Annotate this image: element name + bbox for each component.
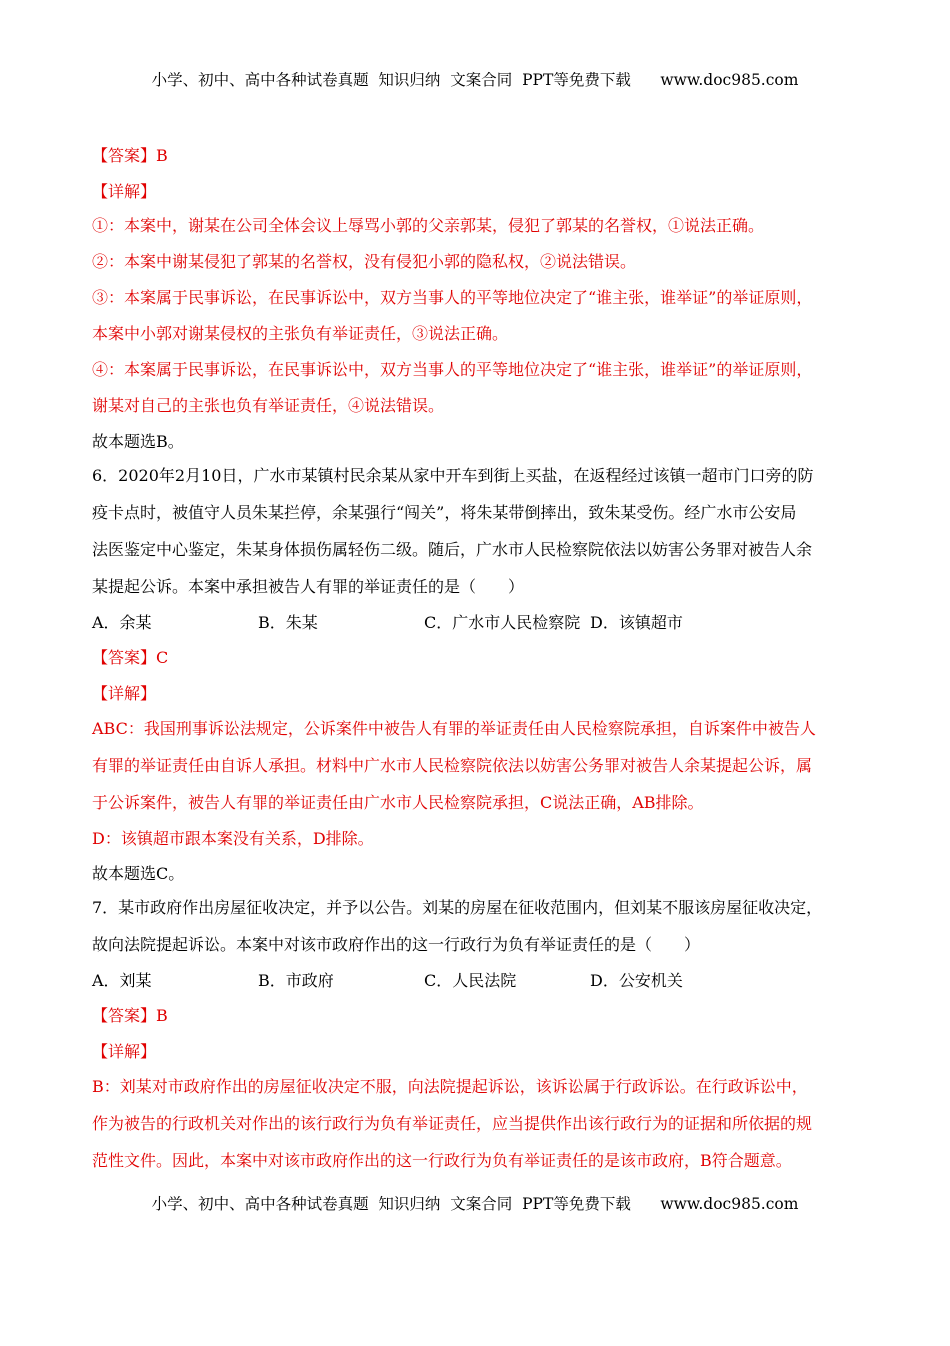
- q5-explanation-6: 谢某对自己的主张也负有举证责任，④说法错误。: [92, 396, 445, 415]
- q7-explanation-2: 作为被告的行政机关对作出的该行政行为负有举证责任，应当提供作出该行政行为的证据和所依据的规: [92, 1114, 813, 1133]
- q6-option-b: B．朱某: [258, 613, 318, 632]
- q7-answer: 【答案】B: [92, 1006, 168, 1025]
- q7-explanation-1: B：刘某对市政府作出的房屋征收决定不服，向法院提起诉讼，该诉讼属于行政诉讼。在行政诉讼中，: [92, 1077, 808, 1096]
- q5-explanation-5: ④：本案属于民事诉讼，在民事诉讼中，双方当事人的平等地位决定了“谁主张，谁举证”的举证原则，: [92, 360, 813, 379]
- q7-option-c: C．人民法院: [424, 971, 517, 990]
- q6-stem-4: 某提起公诉。本案中承担被告人有罪的举证责任的是（ ）: [92, 577, 525, 596]
- q5-answer: 【答案】B: [92, 146, 168, 165]
- q6-detail-label: 【详解】: [92, 684, 157, 703]
- q7-stem-1: 7．某市政府作出房屋征收决定，并予以公告。刘某的房屋在征收范围内，但刘某不服该房屋征收决定，: [92, 898, 823, 917]
- q5-detail-label: 【详解】: [92, 182, 157, 201]
- page-header: [0, 68, 950, 90]
- q5-explanation-1: ①：本案中，谢某在公司全体会议上辱骂小郭的父亲郭某，侵犯了郭某的名誉权，①说法正确。: [92, 216, 765, 235]
- header-url: www.doc985.com: [660, 71, 799, 89]
- q6-option-c: C．广水市人民检察院: [424, 613, 581, 632]
- q5-explanation-4: 本案中小郭对谢某侵权的主张负有举证责任，③说法正确。: [92, 324, 509, 343]
- q6-explanation-4: D：该镇超市跟本案没有关系，D排除。: [92, 829, 374, 848]
- q6-explanation-2: 有罪的举证责任由自诉人承担。材料中广水市人民检察院依法以妨害公务罪对被告人余某提起公诉，属: [92, 756, 813, 775]
- q6-stem-1: 6．2020年2月10日，广水市某镇村民余某从家中开车到街上买盐，在返程经过该镇一超市门口旁的防: [92, 466, 814, 485]
- q7-explanation-3: 范性文件。因此，本案中对该市政府作出的这一行政行为负有举证责任的是该市政府，B符合题意。: [92, 1151, 792, 1170]
- footer-text: 小学、初中、高中各种试卷真题 知识归纳 文案合同 PPT等免费下载: [151, 1195, 631, 1213]
- q7-option-b: B．市政府: [258, 971, 334, 990]
- q5-explanation-3: ③：本案属于民事诉讼，在民事诉讼中，双方当事人的平等地位决定了“谁主张，谁举证”的举证原则，: [92, 288, 813, 307]
- header-text: 小学、初中、高中各种试卷真题 知识归纳 文案合同 PPT等免费下载: [151, 71, 631, 89]
- q6-option-a: A．余某: [92, 613, 152, 632]
- q6-option-d: D．该镇超市: [590, 613, 683, 632]
- q7-detail-label: 【详解】: [92, 1042, 157, 1061]
- footer-url: www.doc985.com: [660, 1195, 799, 1213]
- q7-stem-2: 故向法院提起诉讼。本案中对该市政府作出的这一行政行为负有举证责任的是（ ）: [92, 935, 701, 954]
- q6-stem-3: 法医鉴定中心鉴定，朱某身体损伤属轻伤二级。随后，广水市人民检察院依法以妨害公务罪对被告人余: [92, 540, 813, 559]
- q7-option-d: D．公安机关: [590, 971, 683, 990]
- q6-explanation-1: ABC：我国刑事诉讼法规定，公诉案件中被告人有罪的举证责任由人民检察院承担，自诉案件中被告人: [92, 719, 816, 738]
- q5-conclusion: 故本题选B。: [92, 432, 184, 451]
- q6-answer: 【答案】C: [92, 648, 169, 667]
- q5-explanation-2: ②：本案中谢某侵犯了郭某的名誉权，没有侵犯小郭的隐私权，②说法错误。: [92, 252, 637, 271]
- q6-conclusion: 故本题选C。: [92, 864, 185, 883]
- q6-explanation-3: 于公诉案件，被告人有罪的举证责任由广水市人民检察院承担，C说法正确，AB排除。: [92, 793, 704, 812]
- q7-option-a: A．刘某: [92, 971, 152, 990]
- page-footer: [0, 1192, 950, 1214]
- q6-stem-2: 疫卡点时，被值守人员朱某拦停，余某强行“闯关”，将朱某带倒摔出，致朱某受伤。经广水市公安局: [92, 503, 797, 522]
